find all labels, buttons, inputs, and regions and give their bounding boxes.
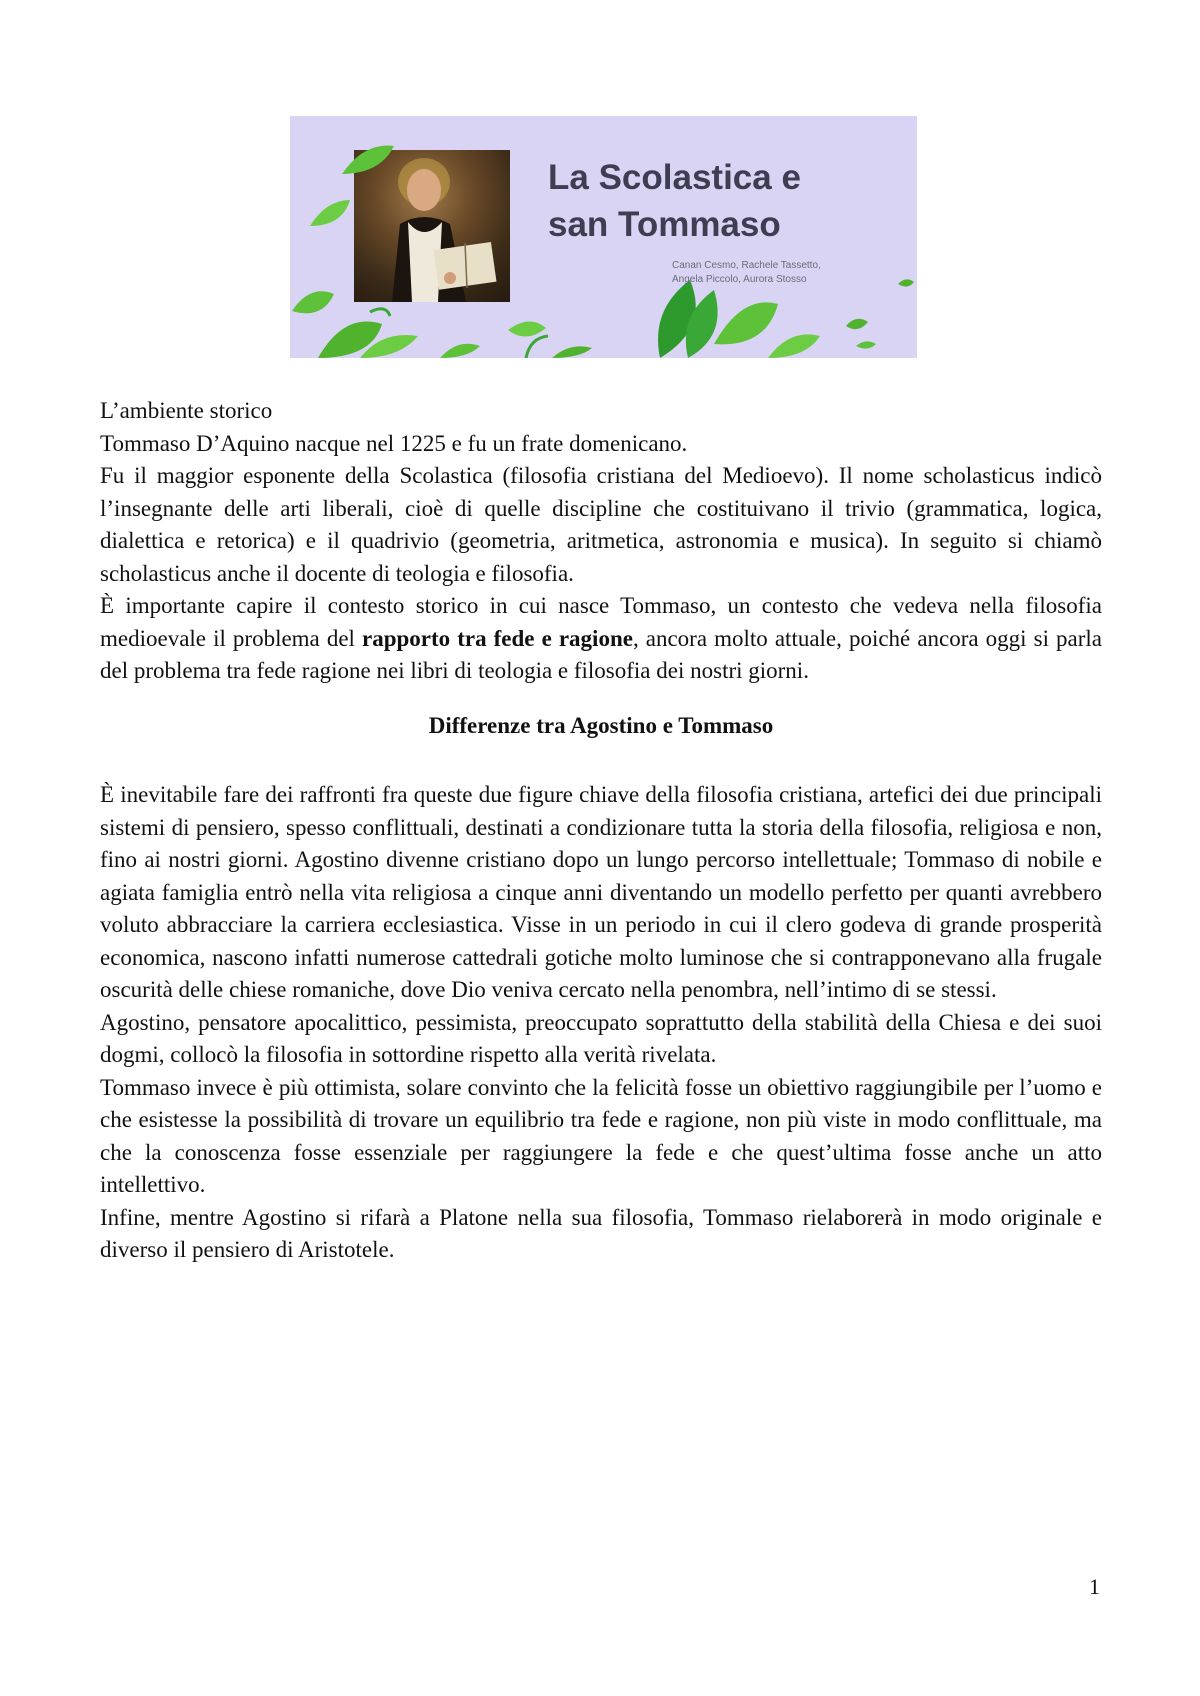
paragraph-conclusion: Infine, mentre Agostino si rifarà a Platone nella sua filosofia, Tommaso rielaborerà in modo originale e diverso il pensiero di Aristotele. — [100, 1204, 1102, 1262]
context-text-bold: rapporto tra fede e ragione — [362, 625, 633, 651]
banner-title-line-1: La Scolastica e — [548, 158, 801, 197]
banner-title-line-2: san Tommaso — [548, 205, 781, 244]
paragraph-agostino: Agostino, pensatore apocalittico, pessimista, preoccupato soprattutto della stabilità della Chiesa e dei suoi dogmi, collocò la filosofia in sottordine rispetto alla verità rivelata. — [100, 1009, 1102, 1067]
banner-authors-line-2: Angela Piccolo, Aurora Stosso — [672, 274, 807, 285]
paragraph-historical-context — [100, 590, 1102, 688]
paragraph-birth: Tommaso D’Aquino nacque nel 1225 e fu un frate domenicano. — [100, 430, 688, 456]
title-banner — [290, 116, 917, 358]
document-body — [100, 395, 1102, 1267]
page-number: 1 — [1089, 1574, 1100, 1599]
banner-authors — [672, 259, 821, 287]
banner-authors-line-1: Canan Cesmo, Rachele Tassetto, — [672, 260, 821, 271]
banner-title — [548, 154, 801, 248]
section-title-historical-context: L’ambiente storico — [100, 398, 273, 423]
paragraph-tommaso: Tommaso invece è più ottimista, solare convinto che la felicità fosse un obiettivo raggiungibile per l’uomo e che esistesse la possibilità di trovare un equilibrio tra fede e ragione, non più viste in modo conflittuale, ma che la conoscenza fosse essenziale per raggiungere la fede e che quest’ultima fosse anche un atto intellettivo. — [100, 1074, 1102, 1197]
context-text-before: È importante capire il contesto storico in cui nasce Tommaso, un contesto che vedeva nella filosofia medioevale il problema del — [100, 593, 1102, 651]
paragraph-scholastica: Fu il maggior esponente della Scolastica (filosofia cristiana del Medioevo). Il nome scholasticus indicò l’insegnante delle arti liberali, cioè di quelle discipline che costituivano il trivio (grammatica, logica, dialettica e retorica) e il quadrivio (geometria, aritmetica, astronomia e musica). In seguito si chiamò scholasticus anche il docente di teologia e filosofia. — [100, 463, 1102, 586]
context-text-after: , ancora molto attuale, poiché ancora oggi si parla del problema tra fede ragione nei libri di teologia e filosofia dei nostri giorni. — [100, 625, 1102, 683]
paragraph-comparison: È inevitabile fare dei raffronti fra queste due figure chiave della filosofia cristiana, artefici dei due principali sistemi di pensiero, spesso conflittuali, destinati a condizionare tutta la storia della filosofia, religiosa e non, fino ai nostri giorni. Agostino divenne cristiano dopo un lungo percorso intellettuale; Tommaso di nobile e agiata famiglia entrò nella vita religiosa a cinque anni diventando un modello perfetto per quanti avrebbero voluto abbracciare la carriera ecclesiastica. Visse in un periodo in cui il clero godeva di grande prosperità economica, nascono infatti numerose cattedrali gotiche molto luminose che si contrapponevano alla frugale oscurità delle chiese romaniche, dove Dio veniva cercato nella penombra, nell’intimo di se stessi. — [100, 782, 1102, 1002]
section-heading-differences: Differenze tra Agostino e Tommaso — [428, 712, 774, 738]
